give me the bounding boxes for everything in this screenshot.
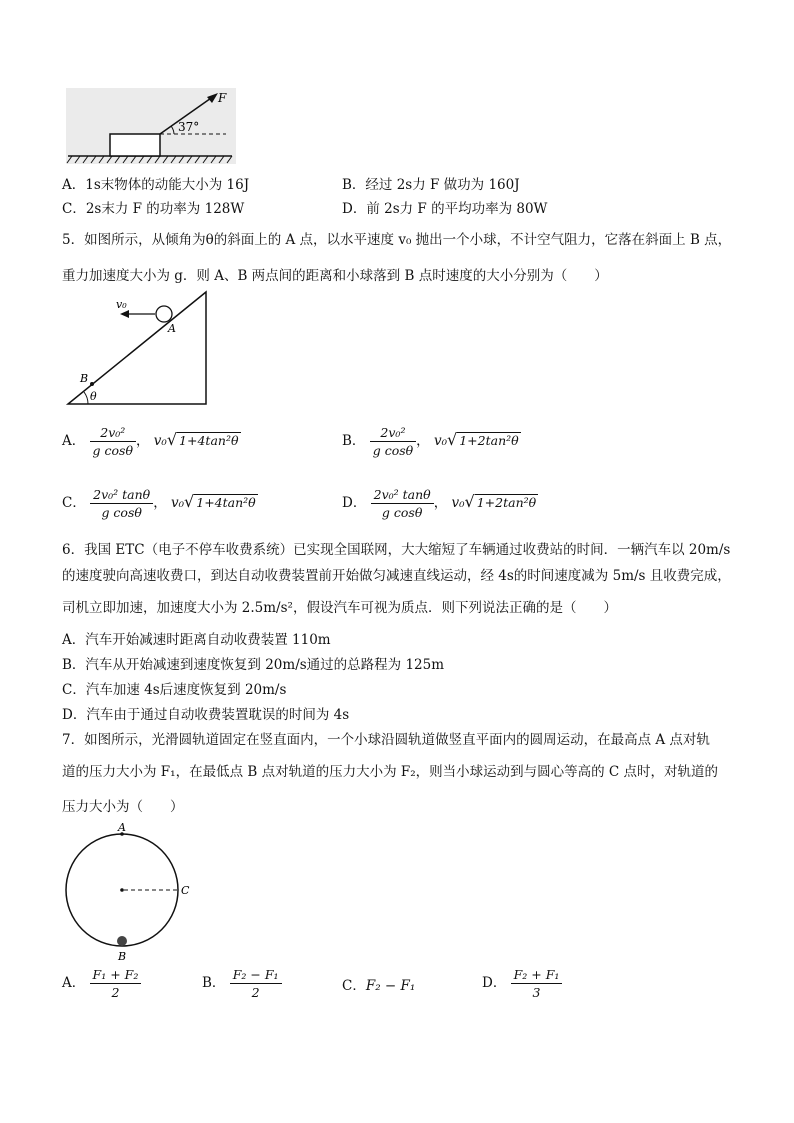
- q5-option-b: B． $\frac{\text{2v₀²}}{\text{g cosθ}}$ ， v₀√ 1+2tan²θ: [342, 425, 519, 458]
- q4-block: [110, 134, 160, 156]
- q7-stem-line-2: 道的压力大小为 F₁，在最低点 B 点对轨道的压力大小为 F₂，则当小球运动到与圆心等高的 C 点时，对轨道的: [62, 764, 719, 780]
- q4-figure: [66, 88, 236, 164]
- q5-option-d: D． $\frac{\text{2v₀² tanθ}}{\text{g cosθ}}$ ， v₀√ 1+2tan²θ: [342, 487, 537, 520]
- q4-angle-label: 37°: [178, 120, 200, 134]
- q7-option-d: D． $\frac{\text{F₂ + F₁}}{3}$: [482, 966, 562, 1001]
- q7-stem-line-3: 压力大小为（ ）: [62, 799, 184, 815]
- q7-center: [120, 888, 124, 892]
- q5-b-label: B: [80, 372, 89, 385]
- q5-theta-label: θ: [90, 390, 97, 403]
- q7-stem-line-1: 7．如图所示，光滑圆轨道固定在竖直面内，一个小球沿圆轨道做竖直平面内的圆周运动，在最高点 A 点对轨: [62, 732, 710, 748]
- q4-force-label: F: [218, 91, 227, 105]
- q5-a-label: A: [168, 322, 176, 335]
- q4-option-a: A．1s末物体的动能大小为 16J: [62, 177, 250, 193]
- q7-option-c: C．F₂ − F₁: [342, 978, 416, 994]
- q6-stem-line-2: 的速度驶向高速收费口，到达自动收费装置前开始做匀减速直线运动，经 4s的时间速度减为 5m/s 且收费完成，: [62, 568, 731, 584]
- q5-option-c: C． $\frac{\text{2v₀² tanθ}}{\text{g cosθ}}$ ， v₀√ 1+4tan²θ: [62, 487, 256, 520]
- q5-figure: [64, 290, 210, 408]
- q6-option-c: C．汽车加速 4s后速度恢复到 20m/s: [62, 682, 287, 698]
- q7-option-a: A． $\frac{\text{F₁ + F₂}}{2}$: [62, 966, 141, 1001]
- q7-a-label: A: [118, 821, 126, 834]
- q5-stem-line-2: 重力加速度大小为 g．则 A、B 两点间的距离和小球落到 B 点时速度的大小分别为（ ）: [62, 268, 608, 284]
- q4-option-c: C．2s末力 F 的功率为 128W: [62, 201, 245, 217]
- q4-option-b: B．经过 2s力 F 做功为 160J: [342, 177, 520, 193]
- q7-ball: [117, 936, 127, 946]
- q6-stem-line-3: 司机立即加速，加速度大小为 2.5m/s²，假设汽车可视为质点．则下列说法正确的是（ ）: [62, 600, 617, 616]
- q7-b-label: B: [118, 950, 127, 963]
- q7-c-label: C: [181, 884, 190, 897]
- q6-option-a: A．汽车开始减速时距离自动收费装置 110m: [62, 632, 331, 648]
- q5-incline: [68, 292, 206, 404]
- q6-option-b: B．汽车从开始减速到速度恢复到 20m/s通过的总路程为 125m: [62, 657, 445, 673]
- q7-option-b: B． $\frac{\text{F₂ − F₁}}{2}$: [202, 966, 282, 1001]
- q6-stem-line-1: 6．我国 ETC（电子不停车收费系统）已实现全国联网，大大缩短了车辆通过收费站的时间．一辆汽车以 20m/s: [62, 542, 731, 558]
- q5-ball: [156, 306, 172, 322]
- q6-option-d: D．汽车由于通过自动收费装置耽误的时间为 4s: [62, 707, 350, 723]
- q5-point-b: [90, 382, 94, 386]
- q5-v0-label: v₀: [116, 298, 127, 311]
- q4-option-d: D．前 2s力 F 的平均功率为 80W: [342, 201, 548, 217]
- q5-stem-line-1: 5．如图所示，从倾角为θ的斜面上的 A 点，以水平速度 v₀ 抛出一个小球，不计空气阻力，它落在斜面上 B 点，: [62, 232, 732, 248]
- q5-option-a: A． $\frac{\text{2v₀²}}{\text{g cosθ}}$ ， v₀√ 1+4tan²θ: [62, 425, 239, 458]
- q7-figure: [60, 820, 200, 964]
